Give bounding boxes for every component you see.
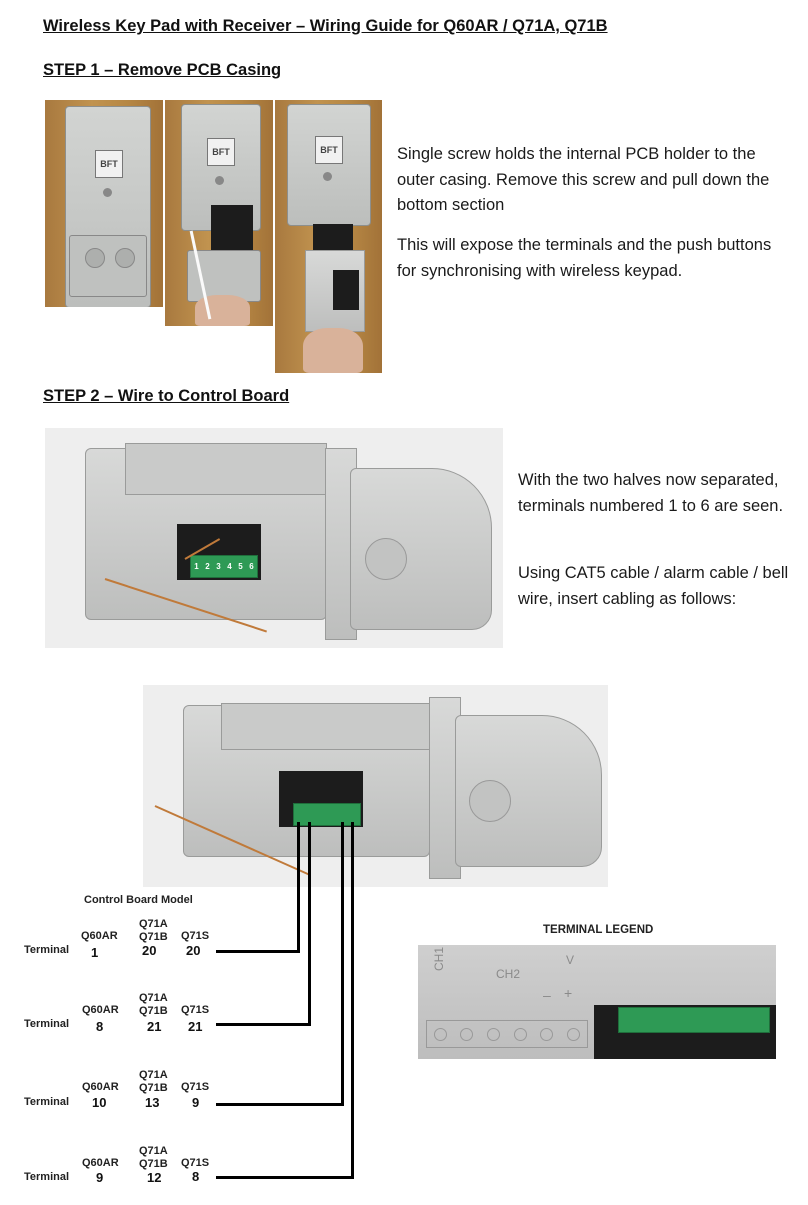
wire-4-vertical	[351, 822, 354, 1179]
row1-q71ab-label: Q71A Q71B	[139, 918, 168, 943]
module-photo-2	[143, 685, 608, 887]
terminal-num-1: 1	[194, 562, 199, 571]
step1-photo-closed	[45, 100, 163, 307]
row2-q71s-value: 21	[188, 1019, 203, 1034]
legend-ch1: CH1	[432, 946, 446, 971]
terminal-num-3: 3	[216, 562, 221, 571]
terminal-legend-photo	[418, 945, 776, 1059]
terminal-num-2: 2	[205, 562, 210, 571]
step1-heading: STEP 1 – Remove PCB Casing	[43, 61, 282, 79]
keyhole-icon	[103, 188, 112, 197]
row4-q60ar-value: 9	[96, 1170, 104, 1185]
page-title: Wireless Key Pad with Receiver – Wiring Guide for Q60AR / Q71A, Q71B	[43, 17, 608, 35]
row3-q71s-label: Q71S	[181, 1081, 210, 1093]
row4-q60ar-label: Q60AR	[82, 1157, 119, 1169]
bft-logo: BFT	[95, 150, 123, 178]
row4-q71ab-value: 12	[147, 1170, 162, 1185]
step2-heading: STEP 2 – Wire to Control Board	[43, 387, 290, 405]
row4-q71ab-label: Q71A Q71B	[139, 1145, 168, 1170]
row3-q60ar-label: Q60AR	[82, 1081, 119, 1093]
legend-plus: +	[564, 985, 573, 1001]
step1-photo-open	[275, 100, 382, 373]
terminal-legend-title: TERMINAL LEGEND	[543, 924, 654, 936]
wire-3-horizontal	[216, 1103, 344, 1106]
legend-v: V	[566, 953, 575, 967]
legend-ch2: CH2	[496, 967, 521, 981]
step1-paragraph-2: This will expose the terminals and the push buttons for synchronising with wireless keypad.	[397, 236, 772, 280]
wire-1-horizontal	[216, 950, 300, 953]
wire-4-horizontal	[216, 1176, 354, 1179]
terminal-num-6: 6	[249, 562, 254, 571]
step1-photo-opening	[165, 100, 273, 326]
step2-paragraph-1: With the two halves now separated, terminals numbered 1 to 6 are seen.	[518, 471, 784, 515]
keyhole-icon-2	[215, 176, 224, 185]
wire-2-horizontal	[216, 1023, 311, 1026]
step2-paragraph-2: Using CAT5 cable / alarm cable / bell wire, insert cabling as follows:	[518, 564, 789, 608]
row2-q60ar-label: Q60AR	[82, 1004, 119, 1016]
row4-q71s-value: 8	[192, 1169, 200, 1184]
row1-q60ar-label: Q60AR	[81, 930, 118, 942]
wire-1-vertical	[297, 822, 300, 953]
terminal-num-5: 5	[238, 562, 243, 571]
row1-q60ar-value: 1	[91, 945, 99, 960]
row2-q60ar-value: 8	[96, 1019, 104, 1034]
row3-q71ab-label: Q71A Q71B	[139, 1069, 168, 1094]
row3-q71s-value: 9	[192, 1095, 200, 1110]
row1-q71ab-value: 20	[142, 943, 157, 958]
row2-q71ab-label: Q71A Q71B	[139, 992, 168, 1017]
row2-q71ab-value: 21	[147, 1019, 162, 1034]
row1-q71s-value: 20	[186, 943, 201, 958]
terminal-num-4: 4	[227, 562, 232, 571]
row4-q71s-label: Q71S	[181, 1157, 210, 1169]
wire-3-vertical	[341, 822, 344, 1106]
wire-2-vertical	[308, 822, 311, 1026]
step1-paragraph-1: Single screw holds the internal PCB holder to the outer casing. Remove this screw and pull down the bottom section	[397, 145, 770, 214]
row4-terminal-label: Terminal	[24, 1171, 70, 1183]
legend-terminal-block	[618, 1007, 770, 1033]
row3-q71ab-value: 13	[145, 1095, 160, 1110]
terminal-block	[190, 555, 258, 578]
row1-q71s-label: Q71S	[181, 930, 210, 942]
legend-minus: –	[543, 987, 551, 1003]
row2-terminal-label: Terminal	[24, 1018, 70, 1030]
row3-q60ar-value: 10	[92, 1095, 107, 1110]
row3-terminal-label: Terminal	[24, 1096, 70, 1108]
row1-terminal-label: Terminal	[24, 944, 70, 956]
control-board-model-label: Control Board Model	[84, 894, 193, 906]
bft-logo-3: BFT	[315, 136, 343, 164]
row2-q71s-label: Q71S	[181, 1004, 210, 1016]
bft-logo-2: BFT	[207, 138, 235, 166]
module-photo-1	[45, 428, 503, 648]
keyhole-icon-3	[323, 172, 332, 181]
